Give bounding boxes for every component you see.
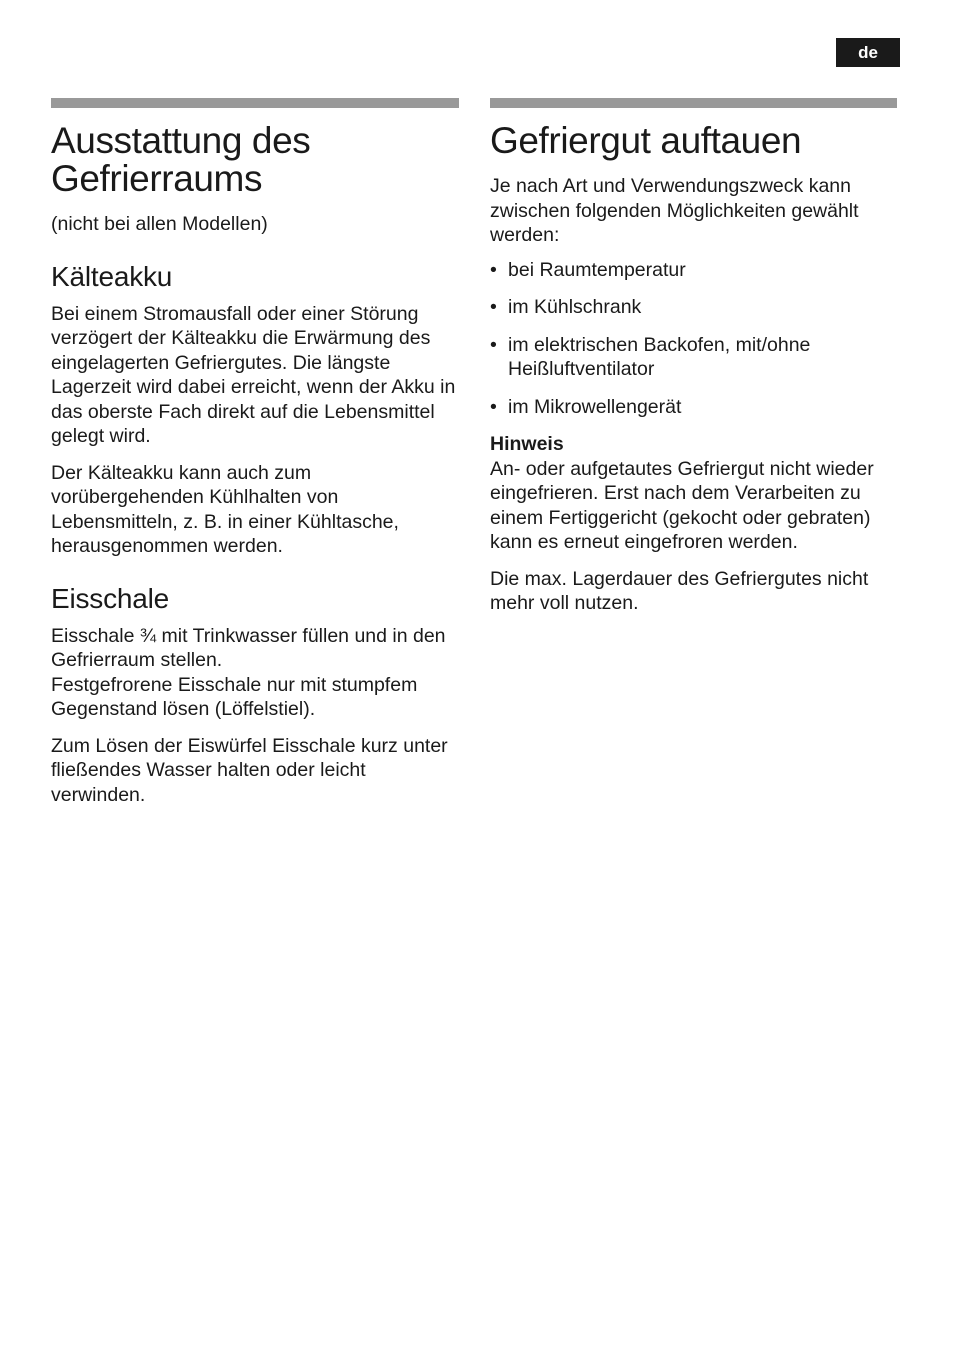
left-column [51, 98, 463, 807]
section-rule [51, 98, 459, 108]
paragraph: Zum Lösen der Eiswürfel Eisschale kurz unter fließendes Wasser halten oder leicht verwinden. [51, 734, 448, 806]
bullet-icon: • [490, 395, 497, 418]
list-item [490, 258, 897, 283]
intro-paragraph: Je nach Art und Verwendungszweck kann zwischen folgenden Möglichkeiten gewählt werden: [490, 175, 859, 246]
title-text: Ausstattung des Gefrierraums [51, 120, 311, 199]
language-badge: de [836, 38, 900, 67]
bullet-icon: • [490, 296, 497, 318]
paragraph: Festgefrorene Eisschale nur mit stumpfem Gegenstand lösen (Löffelstiel). [51, 673, 418, 720]
list-item [490, 395, 897, 420]
paragraph: Eisschale ¾ mit Trinkwasser füllen und in den Gefrierraum stellen. [51, 624, 446, 671]
note-paragraph: Die max. Lagerdauer des Gefriergutes nicht mehr voll nutzen. [490, 567, 869, 614]
list-item-text: bei Raumtemperatur [508, 258, 686, 281]
heading-eisschale: Eisschale [51, 582, 170, 614]
paragraph: Bei einem Stromausfall oder einer Störung verzögert der Kälteakku die Erwärmung des eingelagerten Gefriergutes. Die längste Lagerzeit wird dabei erreicht, wenn der Akku in das oberste Fach direkt auf die Lebensmittel gelegt wird. [51, 302, 456, 447]
bullet-icon: • [490, 333, 497, 356]
thawing-options-list [490, 258, 897, 420]
list-item [490, 333, 897, 382]
list-item-text: im Kühlschrank [508, 296, 642, 318]
section-rule [490, 98, 897, 108]
page-title-freezer-equipment [51, 122, 463, 198]
page-title-thawing: Gefriergut auftauen [490, 120, 802, 161]
paragraph: Der Kälteakku kann auch zum vorübergehenden Kühlhalten von Lebensmitteln, z. B. in einer Kühltasche, herausgenommen werden. [51, 461, 399, 557]
list-item-text: im elektrischen Backofen, mit/ohne Heißluftventilator [508, 333, 811, 380]
note-heading: Hinweis [490, 433, 564, 455]
list-item [490, 295, 897, 320]
model-note: (nicht bei allen Modellen) [51, 213, 268, 235]
heading-kaelteakku: Kälteakku [51, 260, 173, 292]
bullet-icon: • [490, 258, 497, 281]
right-column [490, 98, 897, 616]
list-item-text: im Mikrowellengerät [508, 395, 682, 418]
note-paragraph: An- oder aufgetautes Gefriergut nicht wieder eingefrieren. Erst nach dem Verarbeiten zu einem Fertiggericht (gekocht oder gebraten) kann es erneut eingefroren werden. [490, 457, 874, 553]
